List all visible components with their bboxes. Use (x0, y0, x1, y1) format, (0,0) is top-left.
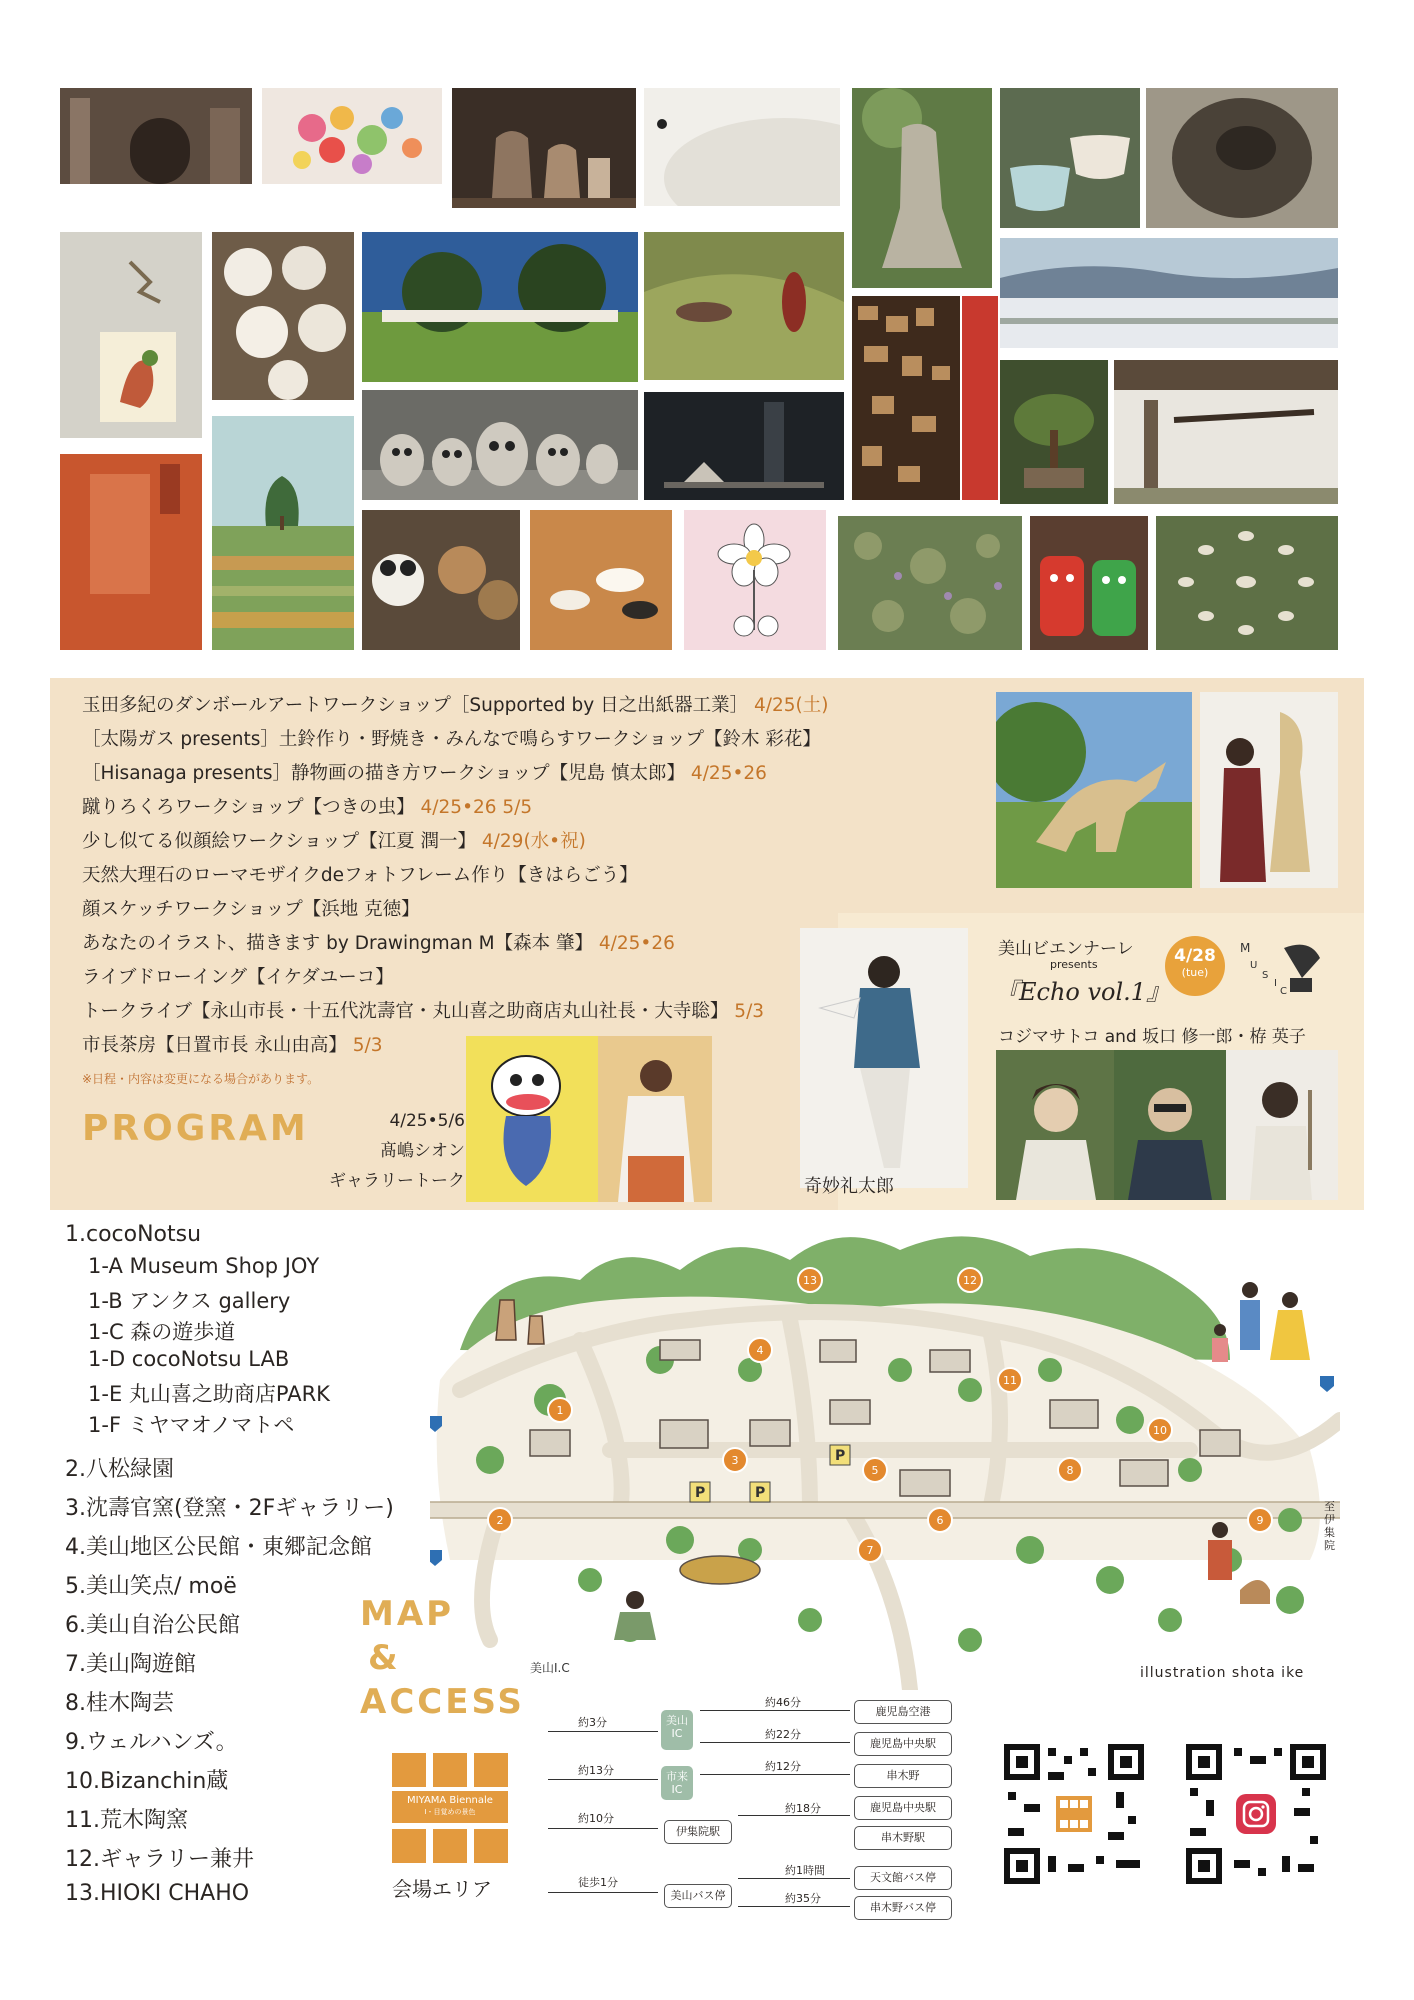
photo-flower-mosaic (262, 88, 442, 184)
echo-event-name: 『Echo vol.1』 (995, 978, 1171, 1006)
venue-item: 10.Bizanchin蔵 (65, 1769, 229, 1794)
kimyo-name: 奇妙礼太郎 (804, 1176, 894, 1197)
miyama-ic-node: 美山 IC (661, 1710, 693, 1750)
program-item: トークライブ【永山市長・十五代沈壽官・丸山喜之助商店丸山社長・大寺聡】 5/3 (82, 1001, 765, 1022)
svg-text:11: 11 (1003, 1374, 1017, 1387)
logo-name: MIYAMA Biennale (407, 1795, 493, 1806)
echo-artists: コジマサトコ and 坂口 修一郎・栫 英子 (998, 1027, 1306, 1047)
photo-turntable (644, 88, 840, 206)
venue-item: 5.美山笑点/ moë (65, 1574, 237, 1599)
photo-lucky-cats (1030, 516, 1148, 650)
photo-dark-vessel (1146, 88, 1338, 228)
destination: 鹿児島中央駅 (854, 1796, 952, 1820)
svg-text:U: U (1250, 960, 1258, 971)
photo-red-strip (962, 296, 998, 500)
svg-text:5: 5 (871, 1464, 879, 1477)
train-time: 約18分 (785, 1802, 821, 1815)
photo-owl-stones (362, 390, 638, 500)
echo-organizer: 美山ビエンナーレ (998, 939, 1134, 959)
echo-presents: presents (1050, 958, 1098, 971)
echo-date-badge (1165, 936, 1225, 996)
photo-landscape-painting (212, 416, 354, 650)
car-time: 約10分 (578, 1812, 614, 1825)
photo-grass-performers (644, 232, 844, 380)
ijuin-station-node: 伊集院駅 (664, 1820, 732, 1844)
illustrated-map (430, 1220, 1340, 1690)
svg-text:9: 9 (1256, 1514, 1264, 1527)
logo-tagline: Ⅰ・目覚めの景色 (424, 1808, 476, 1816)
arrow-line (700, 1742, 850, 1743)
arrow-line (548, 1828, 658, 1829)
walk-time: 徒歩1分 (578, 1876, 618, 1889)
svg-text:P: P (755, 1485, 766, 1501)
venue-item: 2.八松緑園 (65, 1457, 174, 1482)
car-time: 約3分 (578, 1716, 607, 1729)
program-item: 少し似てる似顔絵ワークショップ【江夏 潤一】 4/29(水•祝) (82, 831, 586, 852)
route-time: 約12分 (765, 1760, 801, 1773)
venue-item: 3.沈壽官窯(登窯・2Fギャラリー) (65, 1496, 394, 1521)
destination: 串木野 (854, 1764, 952, 1788)
venue-sub-item: 1-E 丸山喜之助商店PARK (88, 1382, 330, 1406)
car-time: 約13分 (578, 1764, 614, 1777)
photo-snowy-landscape (1000, 238, 1338, 348)
photo-white-storehouse (1114, 360, 1338, 504)
venue-item: 8.桂木陶芸 (65, 1691, 174, 1716)
ichiki-ic-node: 市来 IC (661, 1766, 693, 1800)
destination: 鹿児島中央駅 (854, 1732, 952, 1756)
arrow-line (738, 1878, 850, 1879)
photo-wood-blocks (852, 296, 960, 500)
photo-character-drawing (466, 1036, 598, 1202)
photo-kaya-eiko (1226, 1050, 1338, 1200)
illustration-credit: illustration shota ike (1140, 1665, 1305, 1681)
program-item: あなたのイラスト、描きます by Drawingman M【森本 肇】 4/25•26 (82, 933, 675, 954)
photo-takashima-portrait (598, 1036, 712, 1202)
venue-sub-item: 1-C 森の遊歩道 (88, 1320, 236, 1344)
destination: 串木野駅 (854, 1826, 952, 1850)
destination: 鹿児島空港 (854, 1700, 952, 1724)
program-item: ［太陽ガス presents］土鈴作り・野焼き・みんなで鳴らすワークショップ【鈴木 彩花】 (82, 729, 821, 750)
map-title-line: MAP (360, 1594, 455, 1634)
svg-text:M: M (1240, 941, 1251, 955)
svg-text:7: 7 (866, 1544, 874, 1557)
photo-kojima-satoko (996, 1050, 1114, 1200)
svg-text:3: 3 (731, 1454, 739, 1467)
destination: 串木野バス停 (854, 1896, 952, 1920)
venue-item: 9.ウェルハンズ。 (65, 1730, 238, 1755)
route-time: 約46分 (765, 1696, 801, 1709)
svg-text:P: P (835, 1448, 846, 1464)
photo-orange-abstract (60, 454, 202, 650)
arrow-line (700, 1774, 850, 1775)
schedule-note: ※日程・内容は変更になる場合があります。 (82, 1072, 320, 1086)
svg-text:12: 12 (963, 1274, 977, 1287)
arrow-line (738, 1906, 850, 1907)
direction-label: 至伊集院 (1324, 1500, 1335, 1552)
photo-kimyo-reitaro (800, 928, 968, 1188)
takashima-name: 髙嶋シオン (380, 1141, 465, 1161)
route-time: 約22分 (765, 1728, 801, 1741)
takashima-event: ギャラリートーク (329, 1171, 465, 1191)
program-item: 天然大理石のローマモザイクdeフォトフレーム作り【きはらごう】 (82, 865, 638, 886)
svg-text:C: C (1280, 986, 1287, 996)
photo-pottery-jugs (452, 88, 636, 208)
qr-code-website[interactable] (1004, 1744, 1144, 1884)
venue-sub-item: 1-B アンクス gallery (88, 1289, 291, 1313)
venue-sub-item: 1-D cocoNotsu LAB (88, 1347, 290, 1371)
program-title: PROGRAM (82, 1108, 309, 1149)
program-item: 玉田多紀のダンボールアートワークショップ［Supported by 日之出紙器工業］ 4/25(土) (82, 695, 829, 716)
destination: 天文館バス停 (854, 1866, 952, 1890)
venue-area-label: 会場エリア (392, 1877, 492, 1901)
photo-ceramic-bowls (1000, 88, 1140, 228)
svg-text:2: 2 (496, 1514, 504, 1527)
arrow-line (548, 1892, 658, 1893)
photo-figurine-animals (530, 510, 672, 650)
qr-code-instagram[interactable] (1186, 1744, 1326, 1884)
echo-day: (tue) (1181, 966, 1209, 979)
photo-kiln-interior (60, 88, 252, 184)
photo-ceramic-animals (362, 510, 520, 650)
takashima-gallery-talk (295, 1106, 465, 1196)
venue-item: 6.美山自治公民館 (65, 1613, 240, 1638)
venue-item: 7.美山陶遊館 (65, 1652, 196, 1677)
svg-text:S: S (1262, 970, 1269, 981)
venue-sub-item: 1-F ミヤマオノマトペ (88, 1413, 295, 1437)
map-title-line: & (368, 1638, 401, 1678)
photo-outdoor-banner-field (362, 232, 638, 382)
svg-text:1: 1 (556, 1404, 564, 1417)
venue-item: 1.cocoNotsu (65, 1222, 202, 1247)
svg-text:8: 8 (1066, 1464, 1074, 1477)
photo-moss-ground (838, 516, 1022, 650)
photo-shell-circle (1156, 516, 1338, 650)
svg-text:I: I (1274, 978, 1277, 989)
photo-daisy-illustration (684, 510, 826, 650)
photo-painted-tile (60, 232, 202, 438)
photo-sakaguchi-shuichiro (1114, 1050, 1226, 1200)
echo-date: 4/28 (1174, 946, 1216, 966)
photo-white-pumpkins (212, 232, 354, 400)
svg-text:10: 10 (1153, 1424, 1167, 1437)
program-item: 市長茶房【日置市長 永山由高】 5/3 (82, 1035, 383, 1056)
photo-stone-sculpture (852, 88, 992, 288)
arrow-line (548, 1731, 658, 1732)
map-title-line: ACCESS (360, 1682, 525, 1722)
svg-text:4: 4 (756, 1344, 764, 1357)
venue-sub-item: 1-A Museum Shop JOY (88, 1254, 320, 1278)
program-item: 顔スケッチワークショップ【浜地 克徳】 (82, 899, 420, 920)
miyama-biennale-logo (392, 1753, 508, 1865)
venue-item: 11.荒木陶窯 (65, 1808, 188, 1833)
parking-sign: P (695, 1485, 706, 1501)
miyama-bus-stop-node: 美山バス停 (664, 1884, 732, 1908)
photo-cardboard-dinosaur (996, 692, 1192, 888)
program-item: ライブドローイング【イケダユーコ】 (82, 967, 394, 988)
music-phonograph-icon (1240, 938, 1324, 996)
program-item: 蹴りろくろワークショップ【つきの虫】 4/25•26 5/5 (82, 797, 533, 818)
venue-item: 13.HIOKI CHAHO (65, 1881, 250, 1906)
venue-item: 4.美山地区公民館・東郷記念館 (65, 1535, 372, 1560)
venue-item: 12.ギャラリー兼井 (65, 1847, 254, 1872)
bus-time: 約35分 (785, 1892, 821, 1905)
arrow-line (548, 1779, 658, 1780)
photo-lamp-still-life (644, 392, 844, 500)
photo-bonsai (1000, 360, 1108, 504)
photo-artist-with-bird (1200, 692, 1338, 888)
takashima-date: 4/25•5/6 (389, 1111, 465, 1131)
ic-label: 美山I.C (530, 1661, 570, 1675)
arrow-line (700, 1710, 850, 1711)
bus-time: 約1時間 (785, 1864, 825, 1877)
svg-text:6: 6 (936, 1514, 944, 1527)
svg-text:13: 13 (803, 1274, 817, 1287)
program-item: ［Hisanaga presents］静物画の描き方ワークショップ【児島 慎太郎】 4/25•26 (82, 763, 767, 784)
